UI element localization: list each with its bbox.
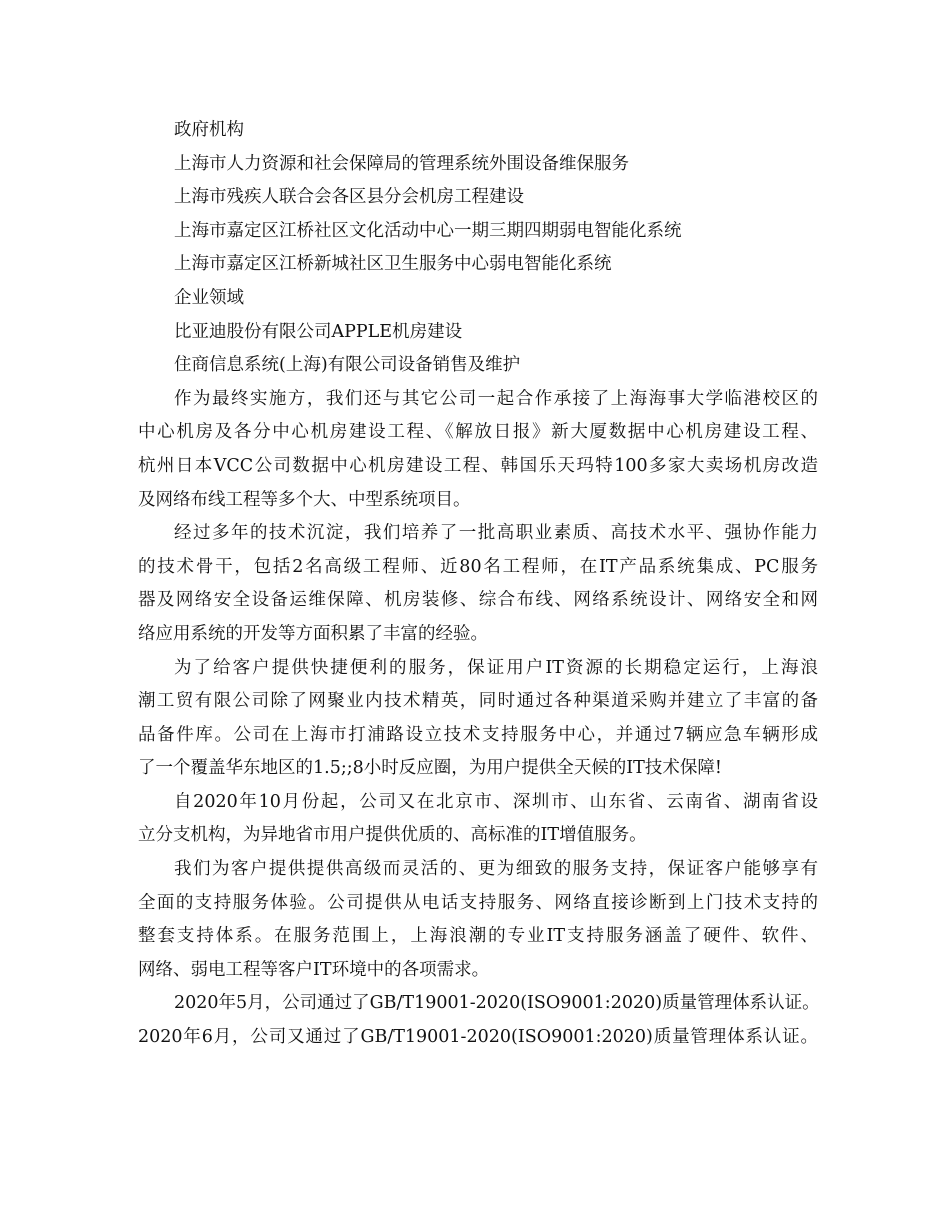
paragraph-line: 自2020年10月份起，公司又在北京市、深圳市、山东省、云南省、湖南省设	[174, 791, 818, 812]
paragraph-line: 2020年6月，公司又通过了GB/T19001-2020(ISO9001:2020)质量管理体系认证。	[138, 1027, 818, 1048]
paragraph-line: 了一个覆盖华东地区的1.5;;8小时反应圈，为用户提供全天候的IT技术保障!	[138, 758, 722, 779]
paragraph-line: 杭州日本VCC公司数据中心机房建设工程、韩国乐天玛特100多家大卖场机房改造	[138, 455, 818, 476]
list-item: 上海市残疾人联合会各区县分会机房工程建设	[174, 187, 524, 208]
paragraph-line: 立分支机构，为异地省市用户提供优质的、高标准的IT增值服务。	[138, 825, 647, 846]
paragraph-line: 潮工贸有限公司除了网聚业内技术精英，同时通过各种渠道采购并建立了丰富的备	[138, 691, 818, 712]
paragraph-line: 络应用系统的开发等方面积累了丰富的经验。	[138, 623, 488, 644]
list-item: 上海市嘉定区江桥社区文化活动中心一期三期四期弱电智能化系统	[174, 220, 682, 241]
paragraph-line: 整套支持体系。在服务范围上，上海浪潮的专业IT支持服务涵盖了硬件、软件、	[138, 926, 818, 947]
paragraph-line: 为了给客户提供快捷便利的服务，保证用户IT资源的长期稳定运行，上海浪	[174, 657, 818, 678]
paragraph-line: 全面的支持服务体验。公司提供从电话支持服务、网络直接诊断到上门技术支持的	[138, 892, 818, 913]
paragraph-line: 我们为客户提供提供高级而灵活的、更为细致的服务支持，保证客户能够享有	[174, 859, 818, 880]
list-item: 上海市嘉定区江桥新城社区卫生服务中心弱电智能化系统	[174, 254, 612, 275]
document-body	[138, 114, 818, 1055]
paragraph-line: 品备件库。公司在上海市打浦路设立技术支持服务中心，并通过7辆应急车辆形成	[138, 724, 818, 745]
heading-government: 政府机构	[174, 120, 244, 140]
paragraph-line: 中心机房及各分中心机房建设工程、《解放日报》新大厦数据中心机房建设工程、	[138, 422, 818, 443]
heading-enterprise: 企业领域	[174, 287, 244, 308]
paragraph-line: 网络、弱电工程等客户IT环境中的各项需求。	[138, 959, 490, 980]
list-item: 比亚迪股份有限公司APPLE机房建设	[174, 321, 463, 342]
paragraph-line: 及网络布线工程等多个大、中型系统项目。	[138, 489, 471, 510]
paragraph-line: 作为最终实施方，我们还与其它公司一起合作承接了上海海事大学临港校区的	[174, 388, 818, 409]
list-item: 上海市人力资源和社会保障局的管理系统外围设备维保服务	[174, 153, 629, 174]
list-item: 住商信息系统(上海)有限公司设备销售及维护	[174, 355, 521, 376]
paragraph-line: 器及网络安全设备运维保障、机房装修、综合布线、网络系统设计、网络安全和网	[138, 590, 818, 611]
paragraph-line: 2020年5月，公司通过了GB/T19001-2020(ISO9001:2020)质量管理体系认证。	[174, 993, 820, 1014]
paragraph-line: 的技术骨干，包括2名高级工程师、近80名工程师，在IT产品系统集成、PC服务	[138, 556, 818, 577]
paragraph-line: 经过多年的技术沉淀，我们培养了一批高职业素质、高技术水平、强协作能力	[174, 523, 818, 544]
